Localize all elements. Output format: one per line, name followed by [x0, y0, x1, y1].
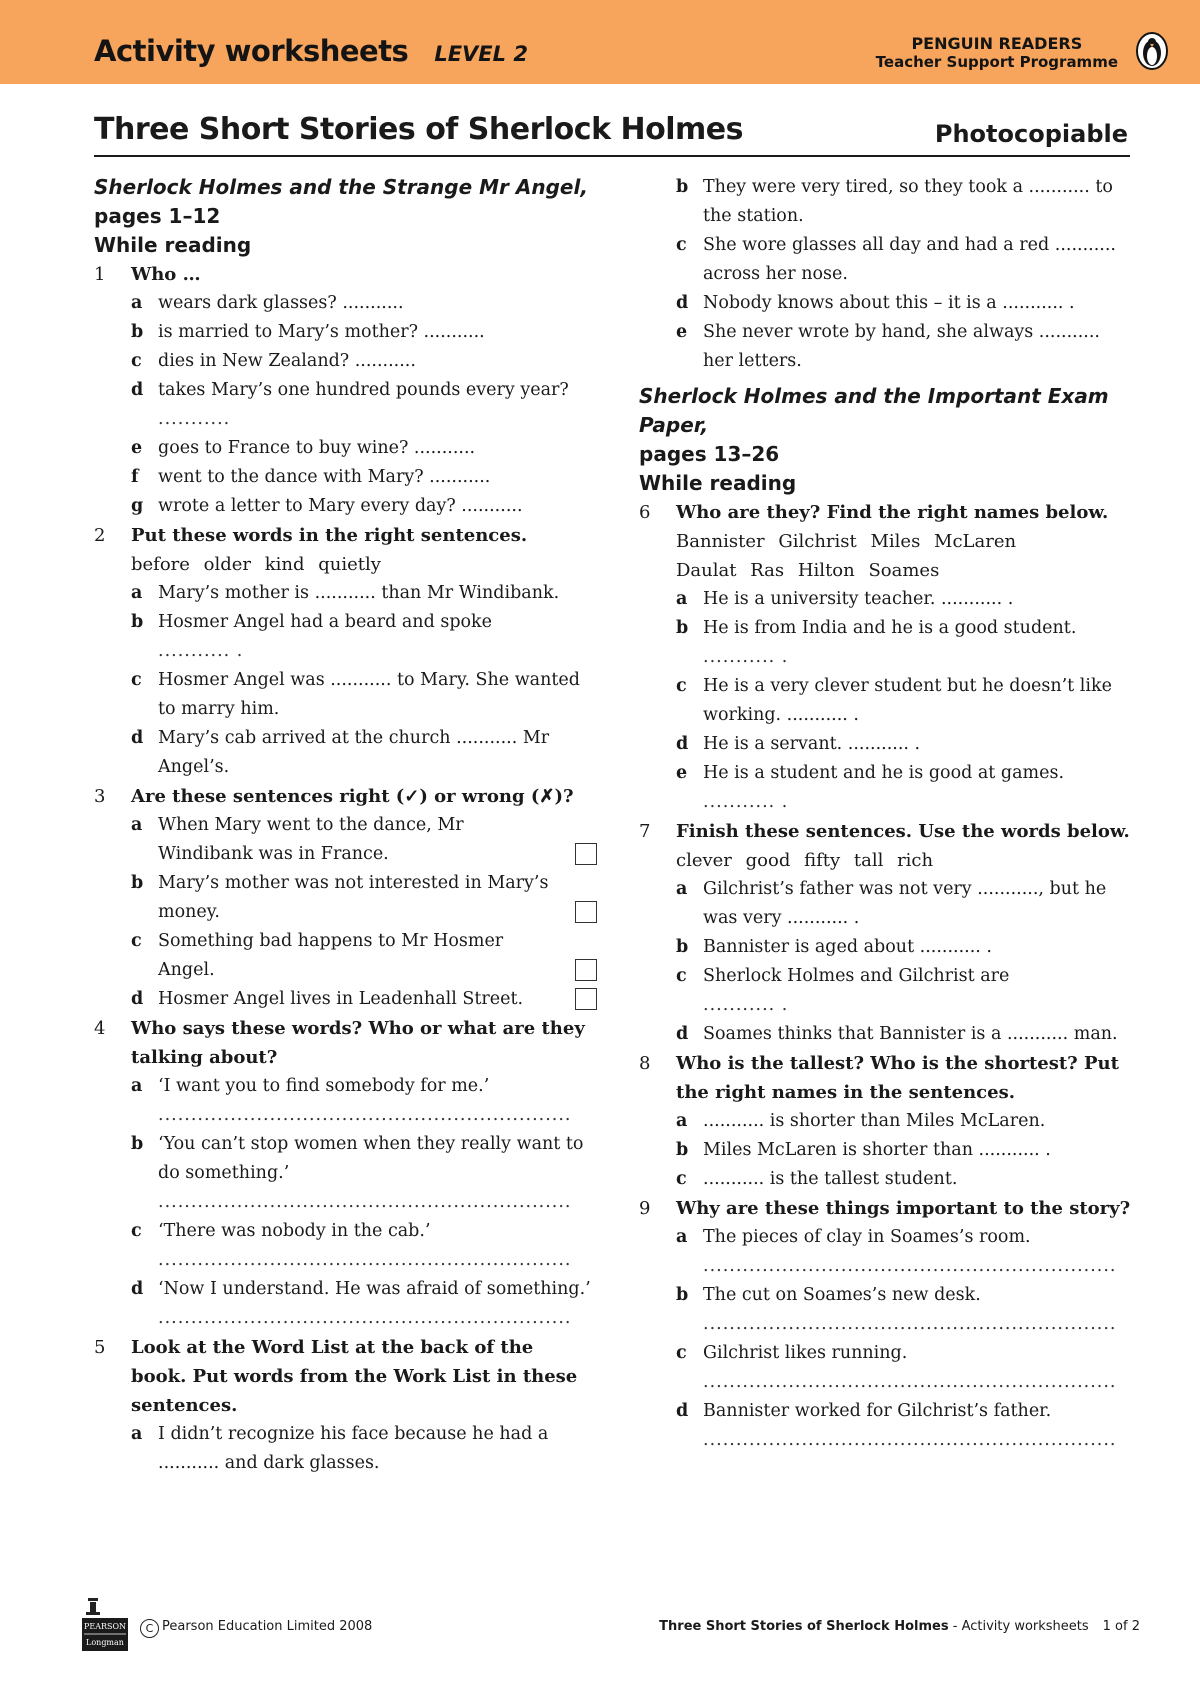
item-letter: a	[676, 1227, 688, 1247]
question-heading	[94, 1014, 594, 1072]
page-number: 1 of 2	[1102, 1619, 1140, 1634]
item-text: Hosmer Angel was ........... to Mary. She wanted to marry him.	[158, 670, 580, 719]
question-number: 6	[639, 502, 651, 523]
item-letter: a	[676, 879, 688, 899]
question-text: Are these sentences right (✓) or wrong (✗)?	[131, 786, 574, 807]
item-letter: b	[676, 177, 689, 197]
item-text: He is a student and he is good at games.	[703, 763, 1065, 783]
question-item	[94, 724, 594, 782]
item-text: Mary’s mother was not interested in Mary’s money.	[158, 873, 549, 922]
answer-blank[interactable]: ...........	[158, 409, 231, 429]
question-item	[94, 811, 594, 869]
item-text: ........... is the tallest student.	[703, 1169, 958, 1189]
question-number: 1	[94, 264, 106, 285]
word-bank: clever good fifty tall rich	[676, 850, 934, 871]
item-letter: e	[131, 438, 143, 458]
story-pages: pages 13–26	[639, 442, 780, 466]
question-item	[94, 869, 594, 927]
item-letter: c	[676, 1169, 687, 1189]
question-heading	[639, 817, 1135, 846]
item-letter: a	[131, 583, 143, 603]
question-number: 4	[94, 1018, 106, 1039]
story-title: Sherlock Holmes and the Important Exam Paper,	[639, 384, 1109, 437]
answer-line[interactable]: ...............................................................	[703, 1256, 1117, 1276]
item-text: goes to France to buy wine? ...........	[158, 438, 476, 458]
answer-line[interactable]: ...............................................................	[703, 1314, 1117, 1334]
item-text: Sherlock Holmes and Gilchrist are	[703, 966, 1010, 986]
item-letter: a	[131, 1424, 143, 1444]
question-item	[639, 730, 1135, 759]
question-item	[639, 1223, 1135, 1281]
item-text: He is from India and he is a good student.	[703, 618, 1077, 638]
publisher-line-1: PENGUIN READERS	[911, 34, 1083, 53]
item-text: He is a university teacher. ........... .	[703, 589, 1014, 609]
item-letter: b	[676, 618, 689, 638]
question-item	[94, 289, 594, 318]
question-item	[639, 759, 1135, 817]
question-item	[639, 289, 1135, 318]
question-item	[639, 1136, 1135, 1165]
question-heading	[639, 1194, 1135, 1223]
item-text: is married to Mary’s mother? ...........	[158, 322, 485, 342]
question-item	[639, 875, 1135, 933]
item-text: dies in New Zealand? ...........	[158, 351, 416, 371]
item-text: Hosmer Angel lives in Leadenhall Street.	[158, 989, 524, 1009]
item-text: Miles McLaren is shorter than ........... .	[703, 1140, 1051, 1160]
question-heading	[639, 1049, 1135, 1107]
question-item	[639, 173, 1135, 231]
item-text: takes Mary’s one hundred pounds every year?	[158, 380, 569, 400]
answer-line[interactable]: ...............................................................	[158, 1250, 572, 1270]
question-item	[639, 1020, 1135, 1049]
item-letter: e	[676, 763, 688, 783]
item-text: She never wrote by hand, she always ........... her letters.	[703, 322, 1100, 371]
question-item	[639, 318, 1135, 376]
question-item	[639, 962, 1135, 1020]
item-letter: c	[131, 1221, 142, 1241]
answer-blank[interactable]: ........... .	[703, 647, 789, 667]
question-number: 5	[94, 1337, 106, 1358]
question-item	[639, 933, 1135, 962]
answer-line[interactable]: ...............................................................	[158, 1105, 572, 1125]
copyright-icon: C	[140, 1619, 159, 1638]
answer-line[interactable]: ...............................................................	[703, 1372, 1117, 1392]
item-letter: d	[676, 1401, 689, 1421]
item-letter: d	[131, 380, 144, 400]
item-text: Mary’s cab arrived at the church ........... Mr Angel’s.	[158, 728, 550, 777]
item-text: Hosmer Angel had a beard and spoke	[158, 612, 493, 632]
question-heading	[94, 260, 594, 289]
item-text: He is a servant. ........... .	[703, 734, 921, 754]
question-item	[94, 927, 594, 985]
item-letter: c	[131, 670, 142, 690]
item-letter: b	[131, 612, 144, 632]
item-letter: b	[676, 1285, 689, 1305]
question-item	[639, 585, 1135, 614]
item-letter: g	[131, 496, 144, 516]
item-letter: a	[676, 589, 688, 609]
item-letter: d	[131, 989, 144, 1009]
question-item	[94, 1420, 594, 1478]
right-column	[639, 173, 1135, 1455]
question-text: Why are these things important to the story?	[676, 1198, 1131, 1219]
item-text: Soames thinks that Bannister is a ........... man.	[703, 1024, 1118, 1044]
question-number: 7	[639, 821, 651, 842]
question-item	[639, 231, 1135, 289]
level-label: LEVEL 2	[434, 42, 528, 66]
word-bank: before older kind quietly	[131, 554, 381, 575]
section-subheading: While reading	[639, 471, 797, 495]
question-heading	[94, 782, 594, 811]
item-text: I didn’t recognize his face because he had a ........... and dark glasses.	[158, 1424, 549, 1473]
question-item	[94, 666, 594, 724]
item-letter: c	[676, 235, 687, 255]
item-text: Something bad happens to Mr Hosmer Angel.	[158, 931, 504, 980]
item-letter: b	[131, 322, 144, 342]
header-banner	[0, 0, 1200, 84]
item-letter: c	[131, 351, 142, 371]
item-letter: d	[676, 1024, 689, 1044]
logo-top-text: PEARSON	[83, 1622, 127, 1631]
item-text: They were very tired, so they took a ........... to the station.	[703, 177, 1113, 226]
question-item	[94, 1217, 594, 1275]
photocopiable-label: Photocopiable	[934, 120, 1128, 148]
item-letter: d	[676, 293, 689, 313]
question-item	[94, 376, 594, 434]
question-heading	[639, 498, 1135, 527]
item-letter: d	[131, 728, 144, 748]
penguin-icon	[1135, 31, 1169, 71]
item-text: Gilchrist likes running.	[703, 1343, 908, 1363]
question-text: Who are they? Find the right names below.	[676, 502, 1109, 523]
question-item	[94, 1275, 594, 1333]
item-letter: c	[676, 676, 687, 696]
answer-line[interactable]: ...............................................................	[158, 1308, 572, 1328]
answer-checkbox[interactable]	[575, 843, 597, 865]
question-item	[639, 614, 1135, 672]
page-title: Three Short Stories of Sherlock Holmes	[94, 112, 743, 147]
item-letter: a	[131, 293, 143, 313]
item-letter: d	[131, 1279, 144, 1299]
item-text: ‘There was nobody in the cab.’	[158, 1221, 431, 1241]
item-text: ‘Now I understand. He was afraid of something.’	[158, 1279, 591, 1299]
item-letter: b	[131, 873, 144, 893]
word-bank: Bannister Gilchrist Miles McLaren	[676, 531, 1017, 552]
item-letter: b	[676, 937, 689, 957]
question-item	[639, 1165, 1135, 1194]
title-divider	[94, 155, 1130, 157]
item-text: He is a very clever student but he doesn’t like working. ........... .	[703, 676, 1112, 725]
answer-checkbox[interactable]	[575, 959, 597, 981]
item-letter: b	[131, 1134, 144, 1154]
item-text: Gilchrist’s father was not very ..........., but he was very ........... .	[703, 879, 1107, 928]
question-item	[639, 1339, 1135, 1397]
word-bank: Daulat Ras Hilton Soames	[676, 560, 940, 581]
question-number: 8	[639, 1053, 651, 1074]
item-text: Mary’s mother is ........... than Mr Windibank.	[158, 583, 560, 603]
question-item	[94, 347, 594, 376]
footer-doc-title: Three Short Stories of Sherlock Holmes	[659, 1619, 949, 1634]
question-item	[639, 1281, 1135, 1339]
item-letter: a	[676, 1111, 688, 1131]
item-letter: a	[131, 815, 143, 835]
footer-document-info	[659, 1619, 1140, 1634]
question-item	[94, 463, 594, 492]
story-title: Sherlock Holmes and the Strange Mr Angel,	[94, 175, 588, 199]
pearson-longman-icon	[80, 1596, 130, 1652]
question-item	[94, 608, 594, 666]
question-text: Look at the Word List at the back of the book. Put words from the Work List in these sentences.	[131, 1337, 578, 1416]
item-text: Bannister is aged about ........... .	[703, 937, 992, 957]
item-text: The pieces of clay in Soames’s room.	[703, 1227, 1031, 1247]
item-text: wears dark glasses? ...........	[158, 293, 404, 313]
question-text: Put these words in the right sentences.	[131, 525, 528, 546]
question-number: 9	[639, 1198, 651, 1219]
question-number: 3	[94, 786, 106, 807]
item-text: When Mary went to the dance, Mr Windibank was in France.	[158, 815, 464, 864]
question-item	[94, 1130, 594, 1217]
item-text: The cut on Soames’s new desk.	[703, 1285, 981, 1305]
item-letter: c	[131, 931, 142, 951]
item-text: Bannister worked for Gilchrist’s father.	[703, 1401, 1052, 1421]
answer-blank[interactable]: ........... .	[703, 995, 789, 1015]
publisher-name	[876, 34, 1118, 72]
question-item	[94, 579, 594, 608]
answer-blank[interactable]: ........... .	[703, 792, 789, 812]
question-item	[639, 1397, 1135, 1455]
item-text: Nobody knows about this – it is a ........... .	[703, 293, 1075, 313]
item-letter: b	[676, 1140, 689, 1160]
question-item	[639, 1107, 1135, 1136]
item-text: went to the dance with Mary? ...........	[158, 467, 491, 487]
question-heading	[94, 521, 594, 550]
header-title: Activity worksheets	[94, 34, 409, 68]
item-text: ........... is shorter than Miles McLaren.	[703, 1111, 1046, 1131]
question-text: Who says these words? Who or what are they talking about?	[131, 1018, 585, 1068]
question-text: Who …	[131, 264, 201, 285]
question-item	[94, 492, 594, 521]
question-item	[94, 434, 594, 463]
item-text: ‘I want you to find somebody for me.’	[158, 1076, 490, 1096]
item-text: She wore glasses all day and had a red ........... across her nose.	[703, 235, 1116, 284]
answer-checkbox[interactable]	[575, 988, 597, 1010]
item-letter: e	[676, 322, 688, 342]
question-item	[94, 985, 594, 1014]
footer-suffix: - Activity worksheets	[948, 1619, 1089, 1634]
worksheet-title	[94, 34, 528, 68]
question-text: Finish these sentences. Use the words below.	[676, 821, 1130, 842]
item-letter: c	[676, 966, 687, 986]
logo-bottom-text: Longman	[86, 1638, 124, 1647]
question-item	[639, 672, 1135, 730]
question-number: 2	[94, 525, 106, 546]
question-text: Who is the tallest? Who is the shortest? Put the right names in the sentences.	[676, 1053, 1119, 1103]
story-pages: pages 1–12	[94, 204, 221, 228]
copyright-text: Pearson Education Limited 2008	[162, 1619, 373, 1634]
answer-line[interactable]: ...............................................................	[158, 1192, 572, 1212]
question-heading	[94, 1333, 594, 1420]
item-letter: f	[131, 467, 139, 487]
item-letter: a	[131, 1076, 143, 1096]
answer-blank[interactable]: ........... .	[158, 641, 244, 661]
item-text: ‘You can’t stop women when they really want to do something.’	[158, 1134, 584, 1183]
section-subheading: While reading	[94, 233, 252, 257]
publisher-line-2: Teacher Support Programme	[875, 53, 1118, 71]
question-item	[94, 1072, 594, 1130]
question-item	[94, 318, 594, 347]
left-column	[94, 173, 594, 1478]
item-letter: c	[676, 1343, 687, 1363]
item-letter: d	[676, 734, 689, 754]
answer-checkbox[interactable]	[575, 901, 597, 923]
answer-line[interactable]: ...............................................................	[703, 1430, 1117, 1450]
item-text: wrote a letter to Mary every day? ...........	[158, 496, 523, 516]
